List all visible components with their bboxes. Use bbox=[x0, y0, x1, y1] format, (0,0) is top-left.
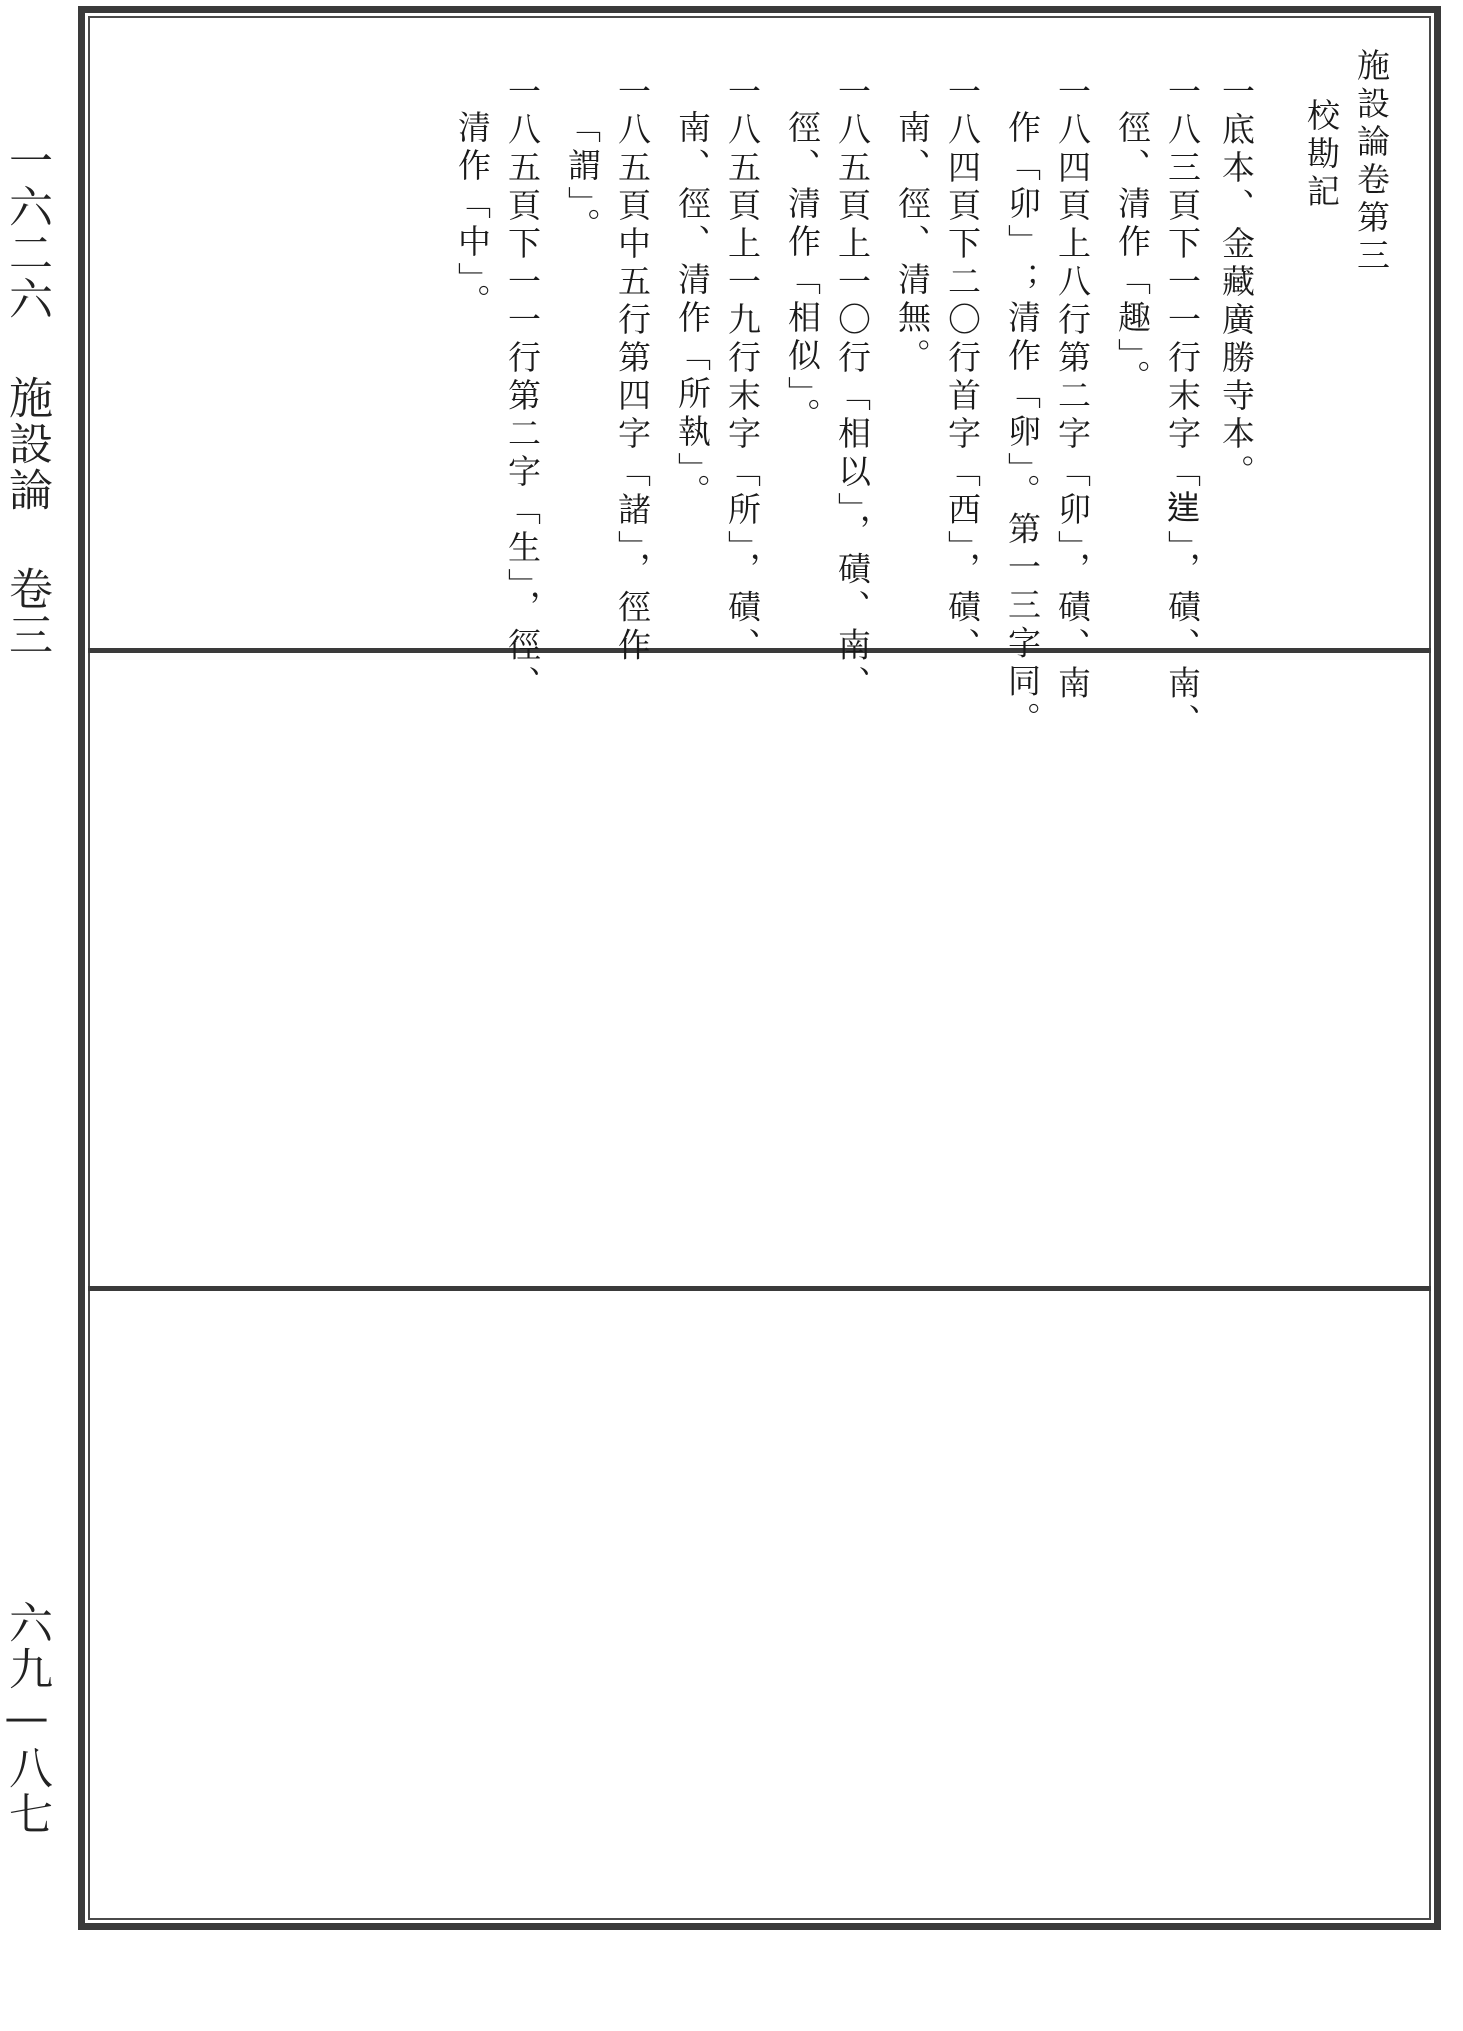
empty-panel-middle bbox=[90, 653, 1429, 1286]
entry-text: 八四頁下二〇行首字「西」，磧、 bbox=[943, 112, 982, 666]
note-continuation: 南、徑、清作「所執」。 bbox=[673, 110, 712, 512]
notes-subtitle: 校勘記 bbox=[1302, 98, 1341, 212]
note-continuation: 作「卯」；清作「卵」。第一三字同。 bbox=[1003, 110, 1042, 740]
entry-text: 八五頁中五行第四字「諸」，徑作 bbox=[613, 112, 652, 666]
margin-sutra-label: 一六二六 施設論 卷三 bbox=[1, 138, 52, 658]
note-entry bbox=[504, 74, 540, 704]
entry-lead: 一 bbox=[723, 74, 762, 112]
notes-title: 施設論卷第三 bbox=[1352, 48, 1391, 276]
entry-text: 八四頁上八行第二字「卯」，磧、南 bbox=[1053, 112, 1092, 704]
note-continuation: 「謂」。 bbox=[563, 110, 602, 246]
note-entry bbox=[944, 74, 980, 666]
note-entry bbox=[834, 74, 870, 704]
entry-text: 底本、金藏廣勝寺本。 bbox=[1217, 112, 1256, 492]
margin-page-number: 六九—八七 bbox=[1, 1600, 52, 1837]
note-entry bbox=[614, 74, 650, 666]
entry-text: 八五頁上一〇行「相以」，磧、南、 bbox=[833, 112, 872, 704]
empty-panel-bottom bbox=[90, 1291, 1429, 1918]
collation-notes-panel bbox=[90, 18, 1429, 742]
note-continuation: 南、徑、清無。 bbox=[893, 110, 932, 376]
note-continuation: 徑、清作「相似」。 bbox=[783, 110, 822, 436]
note-continuation: 清作「中」。 bbox=[453, 110, 492, 322]
note-entry bbox=[1218, 74, 1254, 492]
entry-lead: 一 bbox=[833, 74, 872, 112]
note-entry bbox=[1164, 74, 1200, 742]
entry-lead: 一 bbox=[943, 74, 982, 112]
entry-text: 八三頁下一一行末字「𨓏」，磧、南、 bbox=[1163, 112, 1202, 742]
entry-lead: 一 bbox=[1053, 74, 1092, 112]
entry-lead: 一 bbox=[613, 74, 652, 112]
entry-lead: 一 bbox=[1163, 74, 1202, 112]
entry-lead: 一 bbox=[1217, 74, 1256, 112]
note-continuation: 徑、清作「趣」。 bbox=[1113, 110, 1152, 398]
entry-text: 八五頁上一九行末字「所」，磧、 bbox=[723, 112, 762, 666]
entry-lead: 一 bbox=[503, 74, 542, 112]
entry-text: 八五頁下一一行第二字「生」，徑、 bbox=[503, 112, 542, 704]
note-entry bbox=[724, 74, 760, 666]
note-entry bbox=[1054, 74, 1090, 704]
